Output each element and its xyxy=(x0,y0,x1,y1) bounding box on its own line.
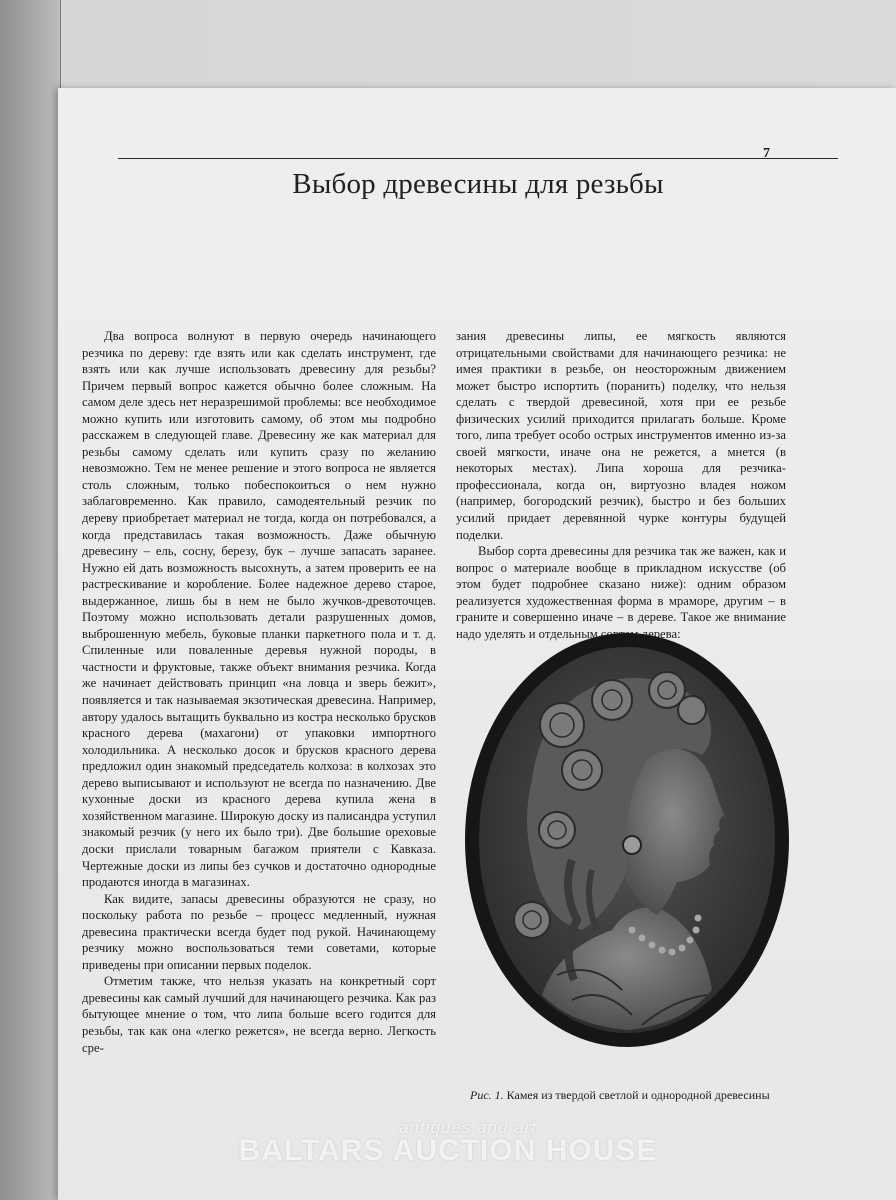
previous-page-edge xyxy=(0,0,61,1200)
paragraph: Как видите, запасы древесины образуются не сразу, но поскольку работа по резьбе – процесс медленный, нужная древесина практически всегда будет под рукой. Начинающему резчику можно воспользоваться теми советами, которые приведены при описании первых поделок. xyxy=(82,891,436,972)
watermark-line1: antiques and art xyxy=(399,1118,537,1137)
watermark-line2: BALTARS AUCTION HOUSE xyxy=(238,1134,658,1167)
cameo-figure xyxy=(462,630,792,1050)
page-title: Выбор древесины для резьбы xyxy=(292,168,664,200)
page-number: 7 xyxy=(763,146,770,161)
figure-label: Рис. 1. xyxy=(470,1088,504,1102)
paragraph: Два вопроса волнуют в первую очередь начинающего резчика по дереву: где взять или как сделать инструмент, где взять или как лучше использовать древесину для резьбы? Причем первый вопрос кажется обычно более сложным. На самом деле здесь нет неразрешимой проблемы: все необходимое можно купить или изготовить самому, об этом мы подробно расскажем в следующей главе. Древесину же как материал для резьбы самому сделать или купить сразу по желанию невозможно. Тем не менее решение и этого вопроса не является столь сложным, только побеспокоиться о нем нужно заблаговременно. Как правило, самодеятельный резчик по дереву приобретает материал не тогда, когда он потребовался, а когда представилась такая возможность. Даже обычную древесину – ель, сосну, березу, бук – лучше запасать заранее. Нужно ей дать возможность высохнуть, а затем проверить ее на растрескивание и коробление. Более надежное дерево старое, выдержанное, лишь бы в нем не было жучков-древоточцев. Поэтому можно использовать детали разрушенных домов, выброшенную мебель, буковые планки паркетного пола и т. д. Спиленные или поваленные деревья нужной породы, в частности и фруктовые, также объект внимания резчика. Когда же начинает действовать принцип «на ловца и зверь бежит», появляется и так называемая экзотическая древесина. Например, автору удалось вытащить буквально из костра несколько брусков красного дерева (махагони) от упаковки импортного холодильника. А несколько досок и брусков красного дерева предложил один знакомый председатель колхоза: в колхозах это дерево выписывают и используют не всегда по назначению. Две кухонные доски из красного дерева купила жена в хозяйственном магазине. Широкую доску из палисандра уступил знакомый резчик (у него их было три). Две большие ореховые доски прислали товарным багажом приятели с Кавказа. Чертежные доски из липы без сучков и достаточно однородные продаются иногда в магазинах. xyxy=(82,329,436,890)
text-column-right xyxy=(456,328,786,642)
paragraph: зания древесины липы, ее мягкость являются отрицательными свойствами для начинающего резчика: не имея практики в резьбе, он неосторожным движением может быстро испортить (поранить) поделку, что нельзя сделать с твердой древесиной, хотя при ее резьбе физических усилий приходится прилагать больше. Кроме того, липа требует особо острых инструментов именно из-за своей мягкости, иначе она не режется, а мнется (в некоторых местах). Липа хороша для резчика-профессионала, когда он, виртуозно владея ножом (например, богородский резчик), быстро и без больших усилий придает деревянной чурке контуры будущей поделки. xyxy=(456,329,786,542)
text-column-left xyxy=(82,328,436,1056)
cameo-illustration xyxy=(462,630,792,1050)
watermark xyxy=(0,1118,896,1168)
paragraph: Отметим также, что нельзя указать на конкретный сорт древесины как самый лучший для начинающего резчика. Как раз бытующее мнение о том, что липа больше всего годится для резьбы, так как она «легко режется», не всегда верно. Легкость сре- xyxy=(82,974,436,1055)
paragraph: Выбор сорта древесины для резчика так же важен, как и вопрос о материале вообще в прикладном искусстве (об этом будет подробнее сказано ниже): одним образом реализуется художественная форма в мраморе, другим – в граните и совершенно иначе – в дереве. Такое же внимание надо уделять и отдельным сортам дерева: xyxy=(456,544,786,641)
figure-caption xyxy=(470,1088,800,1103)
header-rule xyxy=(118,158,838,159)
figure-caption-text: Камея из твердой светлой и однородной древесины xyxy=(506,1088,770,1102)
